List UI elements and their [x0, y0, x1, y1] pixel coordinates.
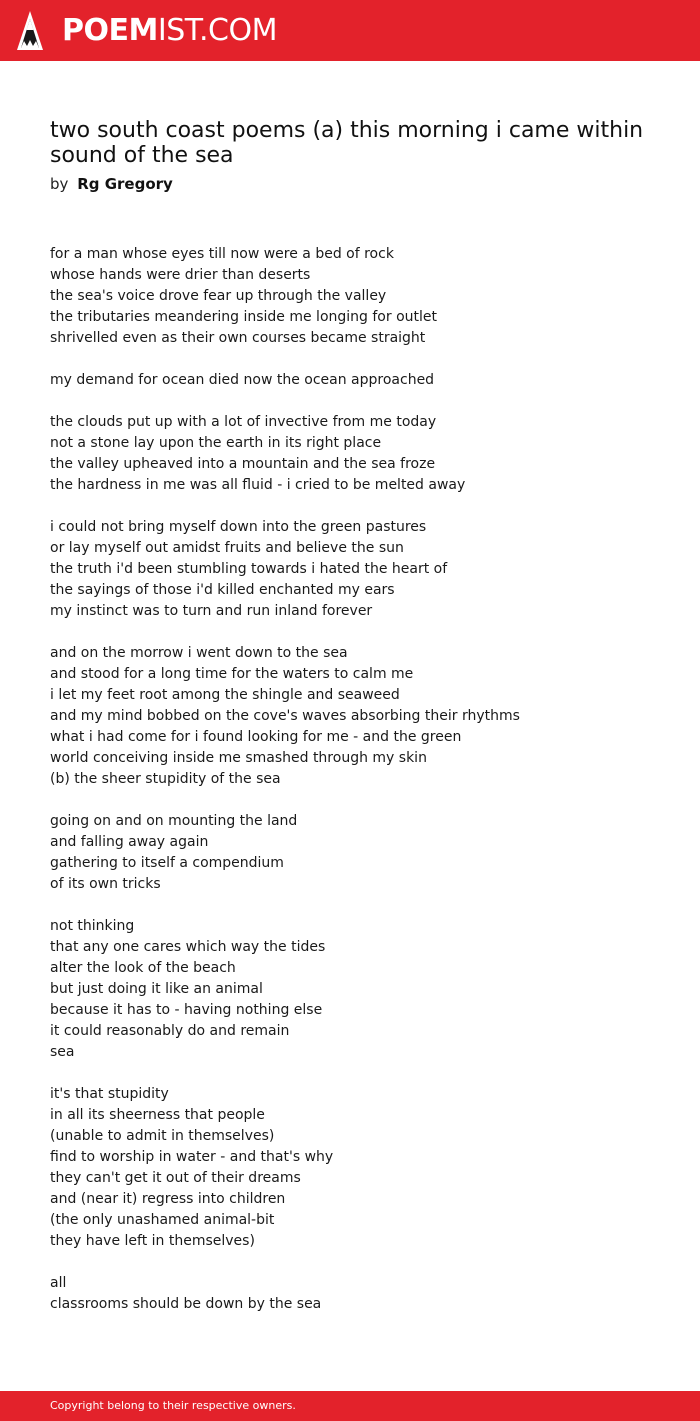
byline	[50, 174, 173, 194]
logo-text-light: IST.COM	[157, 13, 277, 48]
author-link[interactable]: Rg Gregory	[77, 175, 173, 193]
poem-stanza	[50, 517, 650, 622]
poem-line: world conceiving inside me smashed through my skin	[50, 750, 427, 766]
poem-stanza	[50, 370, 650, 391]
poem-stanza	[50, 1273, 650, 1315]
poem-line: (unable to admit in themselves)	[50, 1128, 275, 1144]
logo-text-bold: POEM	[62, 13, 158, 48]
poem-line: the valley upheaved into a mountain and the sea froze	[50, 456, 436, 472]
poem-line: my demand for ocean died now the ocean approached	[50, 372, 435, 388]
poem-line: and my mind bobbed on the cove's waves absorbing their rhythms	[50, 708, 520, 724]
poem-line: or lay myself out amidst fruits and believe the sun	[50, 540, 404, 556]
poem-stanza	[50, 1084, 650, 1252]
site-footer	[0, 1391, 700, 1421]
poem-line: and falling away again	[50, 834, 209, 850]
site-logo[interactable]	[16, 10, 277, 52]
poem-line: in all its sheerness that people	[50, 1107, 265, 1123]
poem-line: what i had come for i found looking for me - and the green	[50, 729, 462, 745]
poem-line: the truth i'd been stumbling towards i hated the heart of	[50, 561, 448, 577]
poem-line: and (near it) regress into children	[50, 1191, 286, 1207]
poem-line: the hardness in me was all fluid - i cried to be melted away	[50, 477, 466, 493]
poem-line: they can't get it out of their dreams	[50, 1170, 301, 1186]
poem-line: alter the look of the beach	[50, 960, 236, 976]
poem-line: and stood for a long time for the waters to calm me	[50, 666, 414, 682]
poem-line: they have left in themselves)	[50, 1233, 255, 1249]
poem-stanza	[50, 412, 650, 496]
poem-line: my instinct was to turn and run inland forever	[50, 603, 373, 619]
poem-line: the sayings of those i'd killed enchanted my ears	[50, 582, 395, 598]
poem-line: find to worship in water - and that's why	[50, 1149, 334, 1165]
poem-line: going on and on mounting the land	[50, 813, 298, 829]
poem-stanza	[50, 811, 650, 895]
poem-line: and on the morrow i went down to the sea	[50, 645, 348, 661]
poem-line: all	[50, 1275, 67, 1291]
site-header	[0, 0, 700, 61]
poem-line: the sea's voice drove fear up through the valley	[50, 288, 387, 304]
poem-line: (b) the sheer stupidity of the sea	[50, 771, 281, 787]
poem-line: i could not bring myself down into the green pastures	[50, 519, 427, 535]
poem-line: whose hands were drier than deserts	[50, 267, 311, 283]
poem-line: shrivelled even as their own courses became straight	[50, 330, 426, 346]
poem-line: because it has to - having nothing else	[50, 1002, 323, 1018]
poem-line: for a man whose eyes till now were a bed of rock	[50, 246, 394, 262]
poem-line: (the only unashamed animal-bit	[50, 1212, 275, 1228]
poem-line: gathering to itself a compendium	[50, 855, 284, 871]
poem-line: but just doing it like an animal	[50, 981, 263, 997]
poem-line: it could reasonably do and remain	[50, 1023, 290, 1039]
copyright-text: Copyright belong to their respective owners.	[50, 1399, 296, 1412]
by-label: by	[50, 175, 69, 193]
poem-line: not a stone lay upon the earth in its right place	[50, 435, 382, 451]
poem-line: it's that stupidity	[50, 1086, 169, 1102]
poem-line: the tributaries meandering inside me longing for outlet	[50, 309, 437, 325]
poem-stanza	[50, 916, 650, 1063]
poem-line: not thinking	[50, 918, 135, 934]
poem-line: i let my feet root among the shingle and seaweed	[50, 687, 400, 703]
poem-stanza	[50, 643, 650, 790]
poem-line: classrooms should be down by the sea	[50, 1296, 322, 1312]
poem-title: two south coast poems (a) this morning i came within sound of the sea	[50, 118, 644, 168]
poem-line: sea	[50, 1044, 75, 1060]
pen-nib-icon	[16, 10, 44, 52]
poem-body	[50, 244, 650, 1336]
poem-line: that any one cares which way the tides	[50, 939, 326, 955]
poem-line: of its own tricks	[50, 876, 161, 892]
logo-wordmark	[62, 10, 277, 52]
poem-stanza	[50, 244, 650, 349]
poem-line: the clouds put up with a lot of invective from me today	[50, 414, 437, 430]
